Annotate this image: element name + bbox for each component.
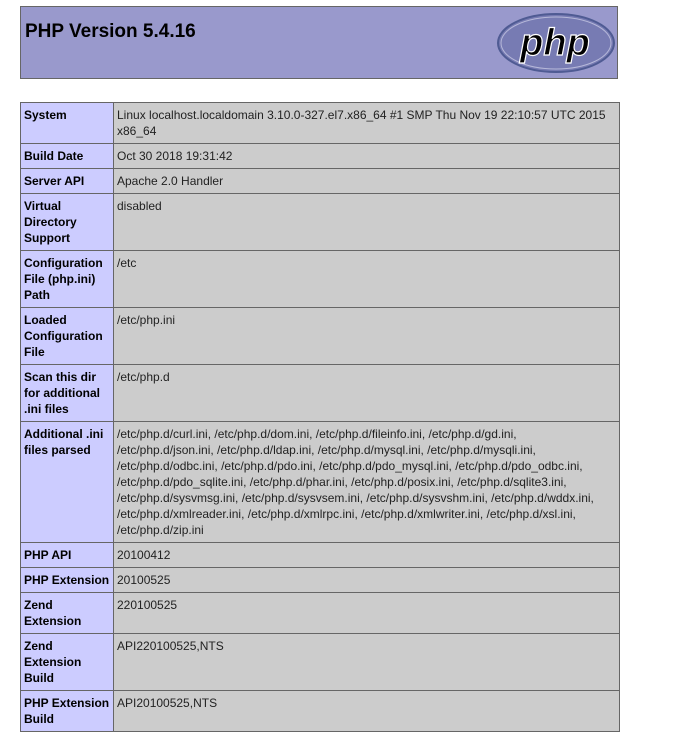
table-row xyxy=(21,365,620,422)
row-key: Zend Extension Build xyxy=(21,634,114,691)
row-key: System xyxy=(21,103,114,144)
row-value: disabled xyxy=(114,194,620,251)
table-row xyxy=(21,568,620,593)
row-value: API220100525,NTS xyxy=(114,634,620,691)
row-value: /etc/php.d xyxy=(114,365,620,422)
row-key: Build Date xyxy=(21,144,114,169)
row-key: Server API xyxy=(21,169,114,194)
page-title: PHP Version 5.4.16 xyxy=(25,21,196,42)
table-row xyxy=(21,634,620,691)
row-key: PHP Extension xyxy=(21,568,114,593)
table-row xyxy=(21,543,620,568)
php-logo-text: php xyxy=(520,22,590,64)
row-value: 20100525 xyxy=(114,568,620,593)
row-value: 20100412 xyxy=(114,543,620,568)
table-row xyxy=(21,251,620,308)
php-info-table-body xyxy=(21,103,620,732)
row-key: Zend Extension xyxy=(21,593,114,634)
row-key: Scan this dir for additional .ini files xyxy=(21,365,114,422)
row-value: API20100525,NTS xyxy=(114,691,620,732)
row-key: Configuration File (php.ini) Path xyxy=(21,251,114,308)
row-value: Linux localhost.localdomain 3.10.0-327.el7.x86_64 #1 SMP Thu Nov 19 22:10:57 UTC 2015 x86_64 xyxy=(114,103,620,144)
row-value: Oct 30 2018 19:31:42 xyxy=(114,144,620,169)
php-info-table xyxy=(20,102,620,732)
row-key: Loaded Configuration File xyxy=(21,308,114,365)
row-value: /etc/php.d/curl.ini, /etc/php.d/dom.ini, /etc/php.d/fileinfo.ini, /etc/php.d/gd.ini, /etc/php.d/json.ini, /etc/php.d/ldap.ini, /etc/php.d/mysql.ini, /etc/php.d/mysqli.ini, /etc/php.d/odbc.ini, /etc/php.d/pdo.ini, /etc/php.d/pdo_mysql.ini, /etc/php.d/pdo_odbc.ini, /etc/php.d/pdo_sqlite.ini, /etc/php.d/phar.ini, /etc/php.d/posix.ini, /etc/php.d/sqlite3.ini, /etc/php.d/sysvmsg.ini, /etc/php.d/sysvsem.ini, /etc/php.d/sysvshm.ini, /etc/php.d/wddx.ini, /etc/php.d/xmlreader.ini, /etc/php.d/xmlrpc.ini, /etc/php.d/xmlwriter.ini, /etc/php.d/xsl.ini, /etc/php.d/zip.ini xyxy=(114,422,620,543)
table-row xyxy=(21,308,620,365)
table-row xyxy=(21,691,620,732)
table-row xyxy=(21,194,620,251)
table-row xyxy=(21,422,620,543)
php-version-header xyxy=(20,6,618,79)
table-row xyxy=(21,169,620,194)
table-row xyxy=(21,103,620,144)
table-row xyxy=(21,144,620,169)
row-value: /etc/php.ini xyxy=(114,308,620,365)
row-value: Apache 2.0 Handler xyxy=(114,169,620,194)
row-value: 220100525 xyxy=(114,593,620,634)
table-row xyxy=(21,593,620,634)
row-key: Virtual Directory Support xyxy=(21,194,114,251)
row-key: PHP API xyxy=(21,543,114,568)
php-logo-icon xyxy=(496,12,616,74)
row-value: /etc xyxy=(114,251,620,308)
row-key: Additional .ini files parsed xyxy=(21,422,114,543)
row-key: PHP Extension Build xyxy=(21,691,114,732)
